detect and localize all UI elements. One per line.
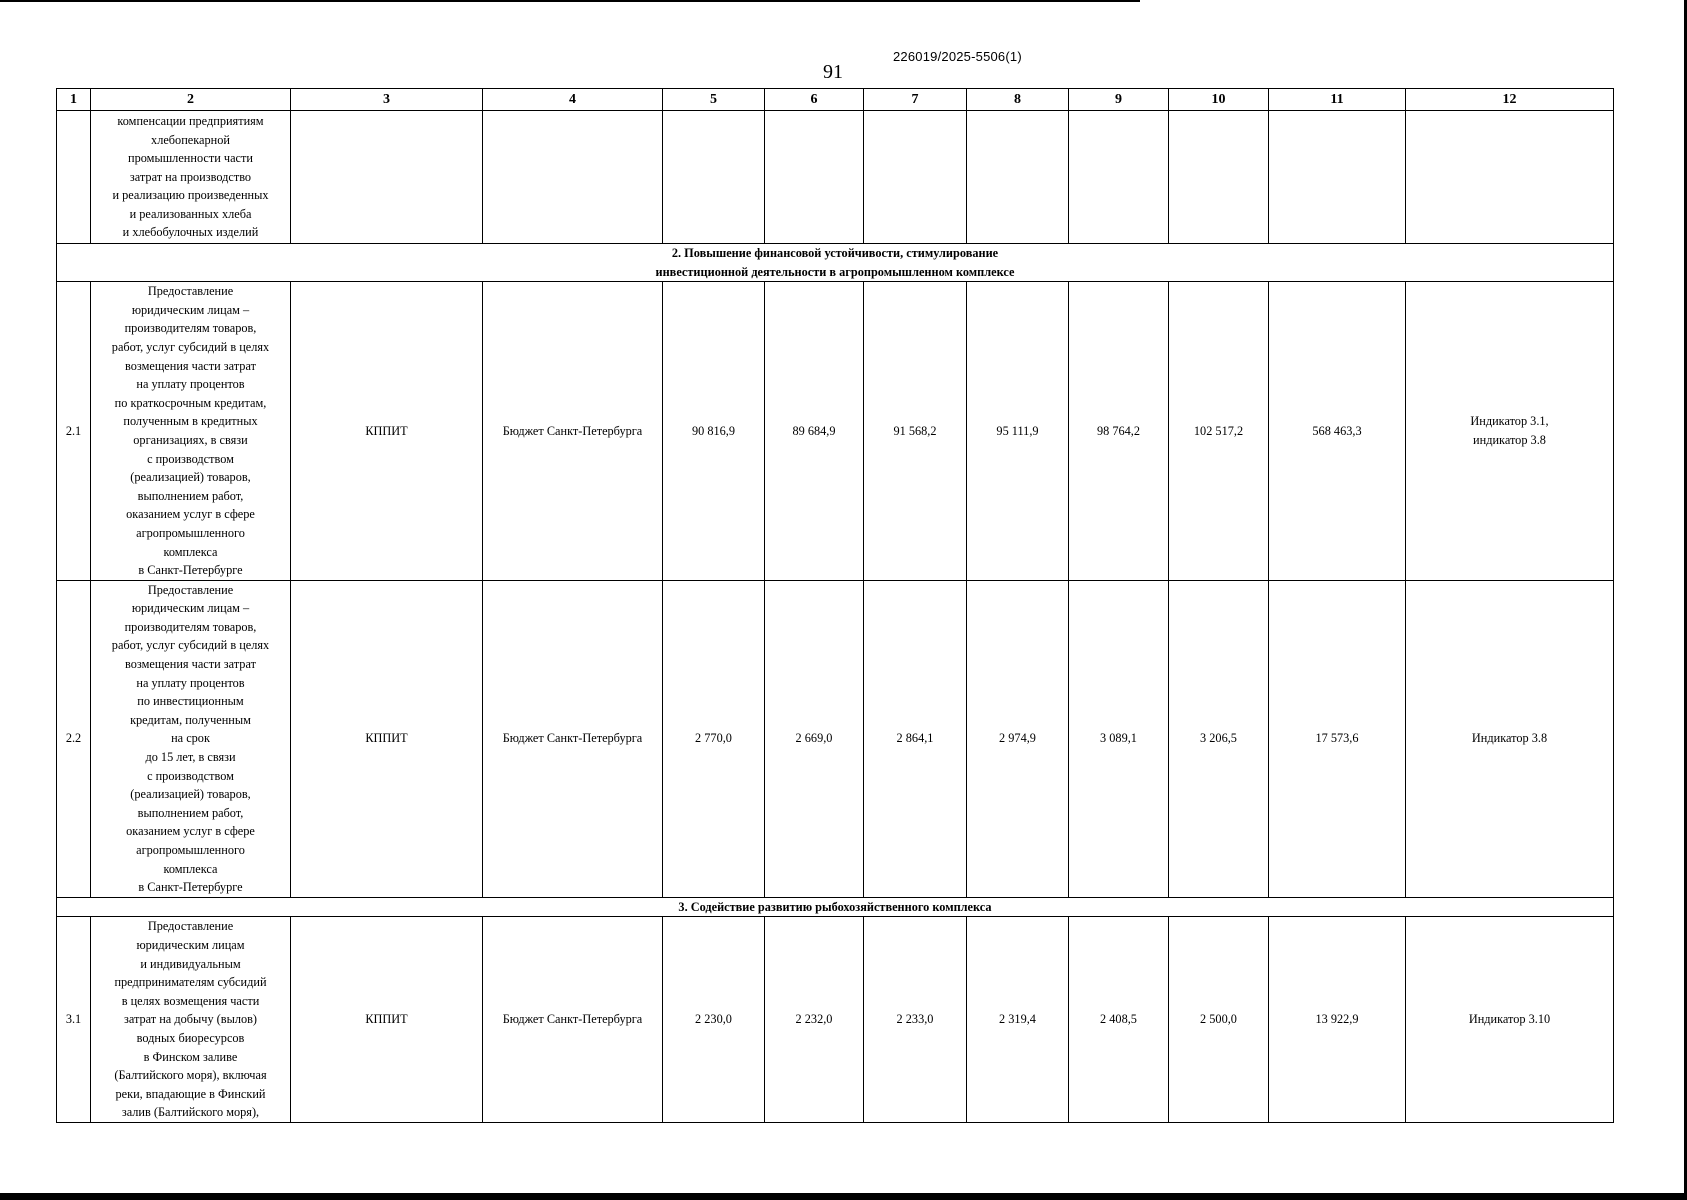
row-number: 2.2	[57, 580, 91, 897]
executor: КППИТ	[291, 282, 483, 581]
value-cell: 3 206,5	[1169, 580, 1269, 897]
section-title: 2. Повышение финансовой устойчивости, стимулирование инвестиционной деятельности в агропромышленном комплексе	[57, 244, 1614, 282]
indicator: Индикатор 3.10	[1406, 917, 1614, 1123]
column-header: 5	[663, 89, 765, 111]
column-header: 3	[291, 89, 483, 111]
column-header: 9	[1069, 89, 1169, 111]
activity-description: Предоставление юридическим лицам – производителям товаров, работ, услуг субсидий в целях возмещения части затрат на уплату процентов по краткосрочным кредитам, полученным в кредитных организациях, в связи с производством (реализацией) товаров, выполнением работ, оказанием услуг в сфере агропромышленного комплекса в Санкт-Петербурге	[91, 282, 291, 581]
table-row	[57, 917, 1614, 1123]
indicator: Индикатор 3.1, индикатор 3.8	[1406, 282, 1614, 581]
section-title: 3. Содействие развитию рыбохозяйственного комплекса	[57, 897, 1614, 917]
activity-description: компенсации предприятиям хлебопекарной промышленности части затрат на производство и реализацию произведенных и реализованных хлеба и хлебобулочных изделий	[91, 111, 291, 244]
executor: КППИТ	[291, 580, 483, 897]
column-header: 10	[1169, 89, 1269, 111]
section-row	[57, 244, 1614, 282]
column-header: 4	[483, 89, 663, 111]
value-cell: 2 770,0	[663, 580, 765, 897]
value-cell: 3 089,1	[1069, 580, 1169, 897]
bottom-border-bar	[0, 1193, 1687, 1200]
column-header: 1	[57, 89, 91, 111]
column-header: 7	[864, 89, 967, 111]
table-row	[57, 282, 1614, 581]
total-cell: 568 463,3	[1269, 282, 1406, 581]
funding-source: Бюджет Санкт-Петербурга	[483, 282, 663, 581]
value-cell: 89 684,9	[765, 282, 864, 581]
page-number: 91	[823, 61, 843, 83]
value-cell: 2 500,0	[1169, 917, 1269, 1123]
executor: КППИТ	[291, 917, 483, 1123]
indicator: Индикатор 3.8	[1406, 580, 1614, 897]
total-cell: 13 922,9	[1269, 917, 1406, 1123]
value-cell: 2 974,9	[967, 580, 1069, 897]
value-cell: 102 517,2	[1169, 282, 1269, 581]
activity-description: Предоставление юридическим лицам и индивидуальным предпринимателям субсидий в целях возмещения части затрат на добычу (вылов) водных биоресурсов в Финском заливе (Балтийского моря), включая реки, впадающие в Финский залив (Балтийского моря),	[91, 917, 291, 1123]
total-cell: 17 573,6	[1269, 580, 1406, 897]
value-cell: 2 864,1	[864, 580, 967, 897]
value-cell: 2 408,5	[1069, 917, 1169, 1123]
value-cell: 2 233,0	[864, 917, 967, 1123]
funding-source: Бюджет Санкт-Петербурга	[483, 917, 663, 1123]
column-header: 12	[1406, 89, 1614, 111]
value-cell: 95 111,9	[967, 282, 1069, 581]
row-number: 2.1	[57, 282, 91, 581]
column-header: 2	[91, 89, 291, 111]
activity-description: Предоставление юридическим лицам – производителям товаров, работ, услуг субсидий в целях возмещения части затрат на уплату процентов по инвестиционным кредитам, полученным на срок до 15 лет, в связи с производством (реализацией) товаров, выполнением работ, оказанием услуг в сфере агропромышленного комплекса в Санкт-Петербурге	[91, 580, 291, 897]
program-table	[56, 88, 1614, 1123]
value-cell: 91 568,2	[864, 282, 967, 581]
value-cell: 2 232,0	[765, 917, 864, 1123]
table-row	[57, 580, 1614, 897]
section-row	[57, 897, 1614, 917]
column-header: 6	[765, 89, 864, 111]
column-header: 8	[967, 89, 1069, 111]
value-cell: 98 764,2	[1069, 282, 1169, 581]
value-cell: 90 816,9	[663, 282, 765, 581]
document-number: 226019/2025-5506(1)	[893, 49, 1022, 64]
value-cell: 2 669,0	[765, 580, 864, 897]
value-cell: 2 319,4	[967, 917, 1069, 1123]
column-header-row	[57, 89, 1614, 111]
top-border-line	[0, 0, 1140, 2]
column-header: 11	[1269, 89, 1406, 111]
table-row	[57, 111, 1614, 244]
row-number: 3.1	[57, 917, 91, 1123]
value-cell: 2 230,0	[663, 917, 765, 1123]
funding-source: Бюджет Санкт-Петербурга	[483, 580, 663, 897]
